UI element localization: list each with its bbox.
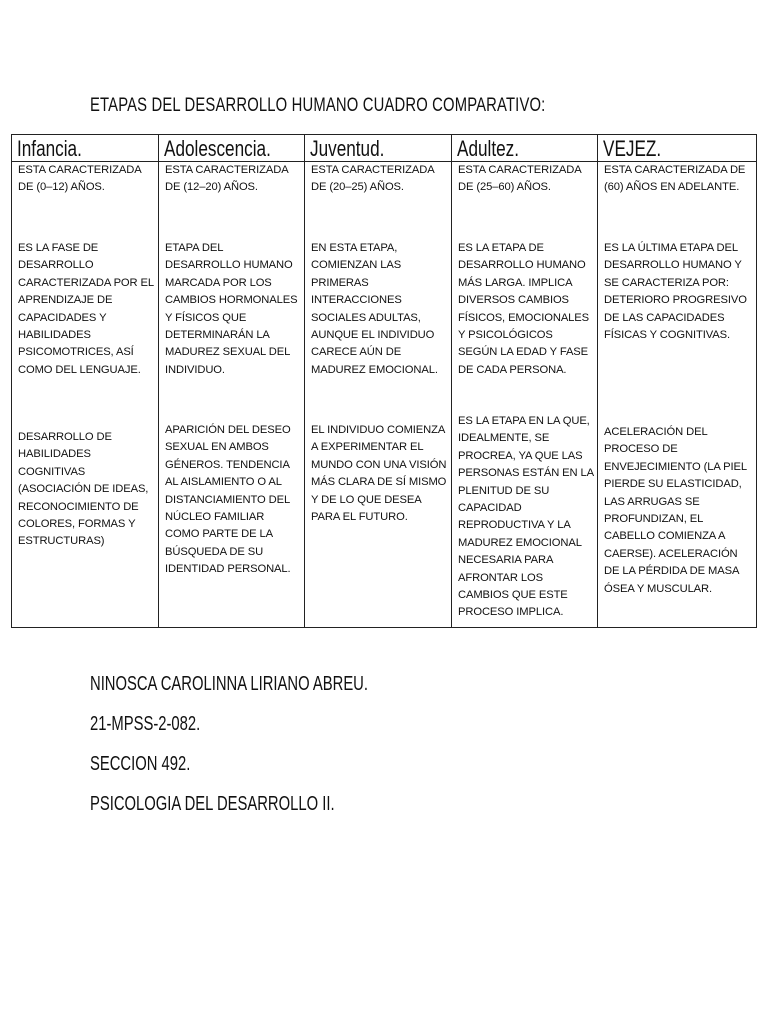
column-header-adolescencia: Adolescencia. (159, 135, 305, 162)
course-name: PSICOLOGIA DEL DESARROLLO II. (90, 793, 335, 815)
age-range-text: ESTA CARACTERIZADA DE (0–12) AÑOS. (18, 164, 141, 194)
column-header-infancia: Infancia. (12, 135, 159, 162)
table-cell-adultez (452, 162, 598, 627)
stage-description: ETAPA DEL DESARROLLO HUMANO MARCADA POR LOS CAMBIOS HORMONALES Y FÍSICOS QUE DETERMINARÁN LA MADUREZ SEXUAL DEL INDIVIDUO. (165, 242, 298, 376)
age-range-text: ESTA CARACTERIZADA DE (60) AÑOS EN ADELANTE. (604, 164, 746, 194)
column-header-juventud: Juventud. (305, 135, 452, 162)
stage-description: ES LA ÚLTIMA ETAPA DEL DESARROLLO HUMANO Y SE CARACTERIZA POR: DETERIORO PROGRESIVO DE LAS CAPACIDADES FÍSICAS Y COGNITIVAS. (604, 242, 747, 342)
column-header-adultez: Adultez. (452, 135, 598, 162)
age-range-text: ESTA CARACTERIZADA DE (25–60) AÑOS. (458, 164, 581, 194)
age-range-text: ESTA CARACTERIZADA DE (20–25) AÑOS. (311, 164, 434, 194)
stage-description: ES LA ETAPA DE DESARROLLO HUMANO MÁS LARGA. IMPLICA DIVERSOS CAMBIOS FÍSICOS, EMOCIONALES Y PSICOLÓGICOS SEGÚN LA EDAD Y FASE DE CADA PERSONA. (458, 242, 590, 376)
table-cell-vejez (598, 162, 756, 627)
stage-description: ES LA FASE DE DESARROLLO CARACTERIZADA POR EL APRENDIZAJE DE CAPACIDADES Y HABILIDADES PSICOMOTRICES, ASÍ COMO DEL LENGUAJE. (18, 242, 154, 376)
stage-description: EN ESTA ETAPA, COMIENZAN LAS PRIMERAS INTERACCIONES SOCIALES ADULTAS, AUNQUE EL INDIVIDUO CARECE AÚN DE MADUREZ EMOCIONAL. (311, 242, 438, 376)
stage-detail: APARICIÓN DEL DESEO SEXUAL EN AMBOS GÉNEROS. TENDENCIA AL AISLAMIENTO O AL DISTANCIAMIENTO DEL NÚCLEO FAMILIAR COMO PARTE DE LA BÚSQUEDA DE SU IDENTIDAD PERSONAL. (165, 424, 291, 576)
comparison-table (11, 134, 757, 628)
page-title: ETAPAS DEL DESARROLLO HUMANO CUADRO COMPARATIVO: (90, 95, 546, 116)
author-name: NINOSCA CAROLINNA LIRIANO ABREU. (90, 673, 368, 695)
table-cell-adolescencia (159, 162, 305, 627)
column-header-vejez: VEJEZ. (598, 135, 756, 162)
table-cell-infancia (12, 162, 159, 627)
stage-detail: ES LA ETAPA EN LA QUE, IDEALMENTE, SE PROCREA, YA QUE LAS PERSONAS ESTÁN EN LA PLENITUD DE SU CAPACIDAD REPRODUCTIVA Y LA MADUREZ EMOCIONAL NECESARIA PARA AFRONTAR LOS CAMBIOS QUE ESTE PROCESO IMPLICA. (458, 415, 594, 619)
stage-detail: ACELERACIÓN DEL PROCESO DE ENVEJECIMIENTO (LA PIEL PIERDE SU ELASTICIDAD, LAS ARRUGAS SE PROFUNDIZAN, EL CABELLO COMIENZA A CAERSE). ACELERACIÓN DE LA PÉRDIDA DE MASA ÓSEA Y MUSCULAR. (604, 426, 747, 595)
age-range-text: ESTA CARACTERIZADA DE (12–20) AÑOS. (165, 164, 288, 194)
stage-detail: EL INDIVIDUO COMIENZA A EXPERIMENTAR EL MUNDO CON UNA VISIÓN MÁS CLARA DE SÍ MISMO Y DE LO QUE DESEA PARA EL FUTURO. (311, 424, 447, 524)
student-id: 21-MPSS-2-082. (90, 713, 201, 735)
section-number: SECCION 492. (90, 753, 191, 775)
stage-detail: DESARROLLO DE HABILIDADES COGNITIVAS (ASOCIACIÓN DE IDEAS, RECONOCIMIENTO DE COLORES, FORMAS Y ESTRUCTURAS) (18, 431, 149, 548)
table-cell-juventud (305, 162, 452, 627)
